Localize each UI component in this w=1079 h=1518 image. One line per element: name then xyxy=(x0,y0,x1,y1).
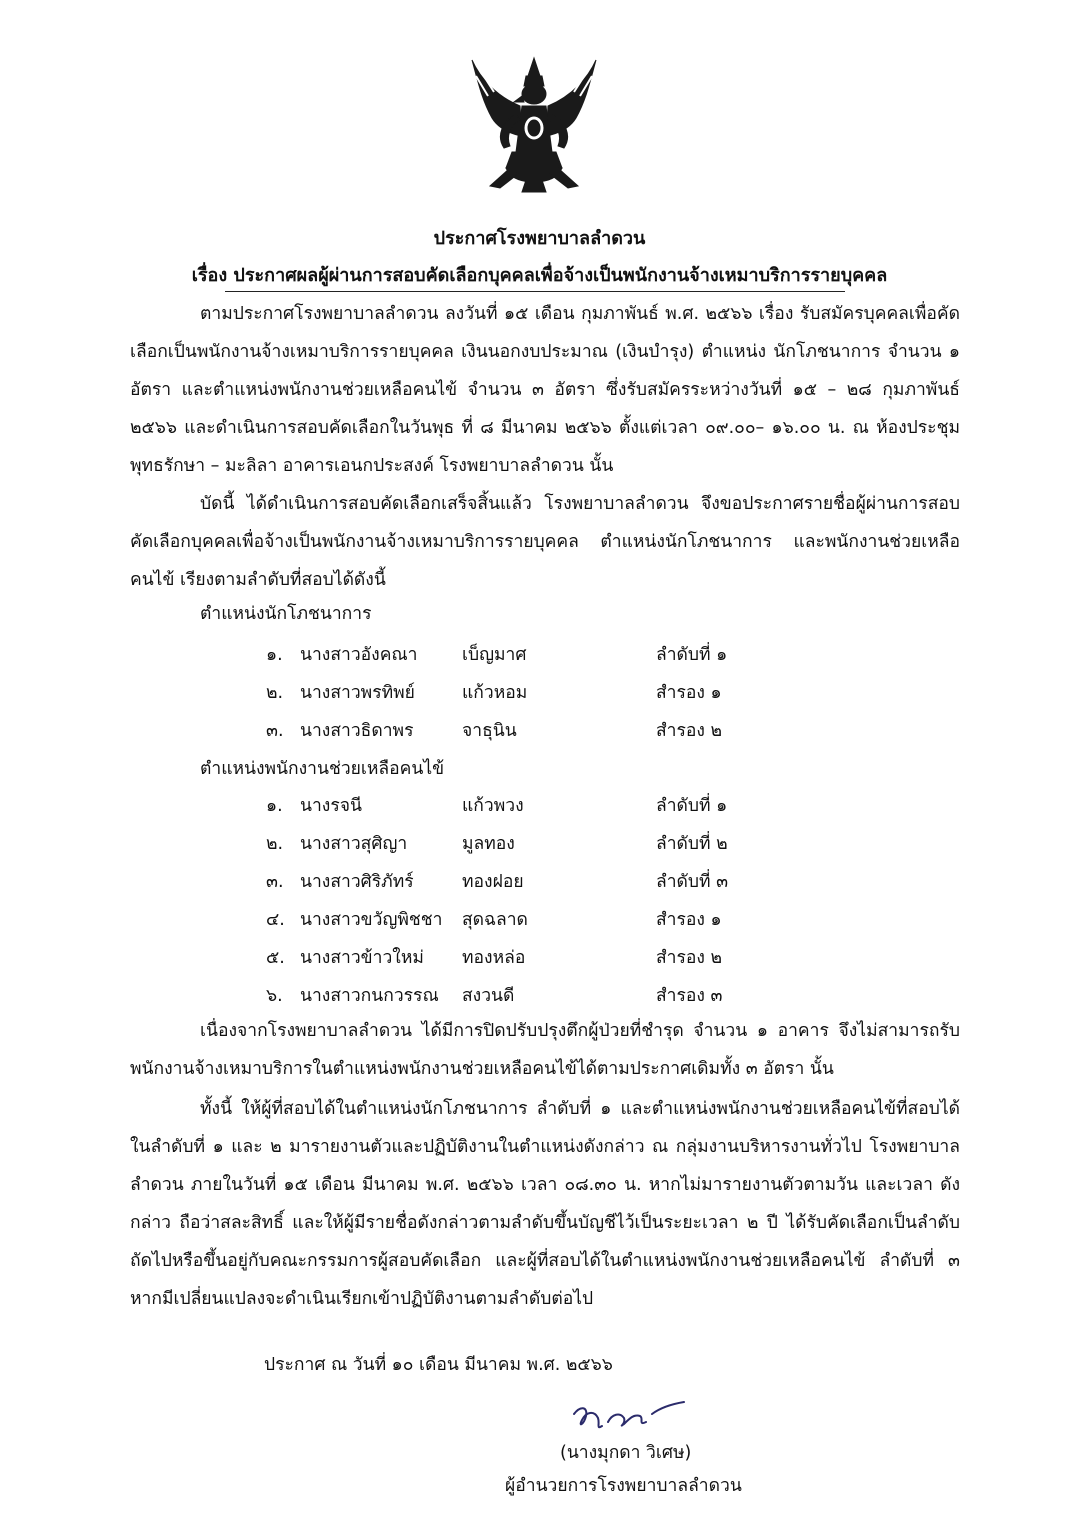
item-number: ๑. xyxy=(266,796,283,816)
announcement-date: ประกาศ ณ วันที่ ๑๐ เดือน มีนาคม พ.ศ. ๒๕๖๖ xyxy=(264,1355,613,1375)
item-first-name: นางสาวกนกวรรณ xyxy=(300,986,439,1006)
item-number: ๖. xyxy=(266,986,283,1006)
garuda-emblem-icon xyxy=(466,56,602,196)
item-rank: ลำดับที่ ๑ xyxy=(656,645,728,665)
assistant-heading: ตำแหน่งพนักงานช่วยเหลือคนไข้ xyxy=(200,759,445,779)
item-first-name: นางสาวอังคณา xyxy=(300,645,418,665)
item-rank: ลำดับที่ ๓ xyxy=(656,872,729,892)
item-first-name: นางสาวข้าวใหม่ xyxy=(300,948,424,968)
item-rank: ลำดับที่ ๑ xyxy=(656,796,728,816)
item-first-name: นางสาวพรทิพย์ xyxy=(300,683,415,703)
item-rank: สำรอง ๒ xyxy=(656,721,723,741)
item-last-name: เบ็ญมาศ xyxy=(462,645,527,665)
item-number: ๑. xyxy=(266,645,283,665)
closure-paragraph: เนื่องจากโรงพยาบาลลำดวน ได้มีการปิดปรับปรุงตึกผู้ป่วยที่ชำรุด จำนวน ๑ อาคาร จึงไม่สามารถรับพนักงานจ้างเหมาบริการในตำแหน่งพนักงานช่วยเหลือคนไข้ได้ตามประกาศเดิมทั้ง ๓ อัตรา นั้น xyxy=(130,1021,960,1079)
item-number: ๓. xyxy=(266,721,284,741)
item-last-name: แก้วหอม xyxy=(462,683,528,703)
item-last-name: จาธุนิน xyxy=(462,721,517,741)
item-number: ๒. xyxy=(266,834,284,854)
instructions-paragraph: ทั้งนี้ ให้ผู้ที่สอบได้ในตำแหน่งนักโภชนาการ ลำดับที่ ๑ และตำแหน่งพนักงานช่วยเหลือคนไข้ที่สอบได้ในลำดับที่ ๑ และ ๒ มารายงานตัวและปฏิบัติงานในตำแหน่งดังกล่าว ณ กลุ่มงานบริหารงานทั่วไป โรงพยาบาลลำดวน ภายในวันที่ ๑๕ เดือน มีนาคม พ.ศ. ๒๕๖๖ เวลา ๐๘.๓๐ น. หากไม่มารายงานตัวตามวัน และเวลา ดังกล่าว ถือว่าสละสิทธิ์ และให้ผู้มีรายชื่อดังกล่าวตามลำดับขึ้นบัญชีไว้เป็นระยะเวลา ๒ ปี ได้รับคัดเลือกเป็นลำดับถัดไปหรือขึ้นอยู่กับคณะกรรมการผู้สอบคัดเลือก และผู้ที่สอบได้ในตำแหน่งพนักงานช่วยเหลือคนไข้ ลำดับที่ ๓ หากมีเปลี่ยนแปลงจะดำเนินเรียกเข้าปฏิบัติงานตามลำดับต่อไป xyxy=(130,1099,960,1309)
item-last-name: สงวนดี xyxy=(462,986,515,1006)
item-last-name: ทองหล่อ xyxy=(462,948,526,968)
item-number: ๓. xyxy=(266,872,284,892)
signatory-name: (นางมุกดา วิเศษ) xyxy=(560,1443,692,1463)
item-last-name: แก้วพวง xyxy=(462,796,524,816)
title-divider xyxy=(225,291,845,292)
item-rank: สำรอง ๑ xyxy=(656,683,722,703)
item-first-name: นางรจนี xyxy=(300,796,362,816)
announcement-title: ประกาศโรงพยาบาลลำดวน xyxy=(433,228,646,249)
item-number: ๔. xyxy=(266,910,285,930)
item-first-name: นางสาวขวัญพิชชา xyxy=(300,910,443,930)
announcement-subject: เรื่อง ประกาศผลผู้ผ่านการสอบคัดเลือกบุคคลเพื่อจ้างเป็นพนักงานจ้างเหมาบริการรายบุคคล xyxy=(191,265,888,286)
item-rank: สำรอง ๓ xyxy=(656,986,723,1006)
item-rank: ลำดับที่ ๒ xyxy=(656,834,728,854)
signatory-position: ผู้อำนวยการโรงพยาบาลลำดวน xyxy=(505,1476,742,1496)
item-number: ๒. xyxy=(266,683,284,703)
results-paragraph: บัดนี้ ได้ดำเนินการสอบคัดเลือกเสร็จสิ้นแล้ว โรงพยาบาลลำดวน จึงขอประกาศรายชื่อผู้ผ่านการสอบคัดเลือกบุคคลเพื่อจ้างเป็นพนักงานจ้างเหมาบริการรายบุคคล ตำแหน่งนักโภชนาการ และพนักงานช่วยเหลือคนไข้ เรียงตามลำดับที่สอบได้ดังนี้ xyxy=(130,494,960,590)
intro-paragraph: ตามประกาศโรงพยาบาลลำดวน ลงวันที่ ๑๕ เดือน กุมภาพันธ์ พ.ศ. ๒๕๖๖ เรื่อง รับสมัครบุคคลเพื่อคัดเลือกเป็นพนักงานจ้างเหมาบริการรายบุคคล เงินนอกงบประมาณ (เงินบำรุง) ตำแหน่ง นักโภชนาการ จำนวน ๑ อัตรา และตำแหน่งพนักงานช่วยเหลือคนไข้ จำนวน ๓ อัตรา ซึ่งรับสมัครระหว่างวันที่ ๑๕ – ๒๘ กุมภาพันธ์ ๒๕๖๖ และดำเนินการสอบคัดเลือกในวันพุธ ที่ ๘ มีนาคม ๒๕๖๖ ตั้งแต่เวลา ๐๙.๐๐– ๑๖.๐๐ น. ณ ห้องประชุมพุทธรักษา – มะลิลา อาคารเอนกประสงค์ โรงพยาบาลลำดวน นั้น xyxy=(130,304,960,476)
item-rank: สำรอง ๑ xyxy=(656,910,722,930)
handwritten-signature xyxy=(568,1392,708,1440)
item-first-name: นางสาวศิริภัทร์ xyxy=(300,872,414,892)
item-number: ๕. xyxy=(266,948,285,968)
nutritionist-heading: ตำแหน่งนักโภชนาการ xyxy=(200,604,372,624)
item-last-name: ทองฝอย xyxy=(462,872,524,892)
item-first-name: นางสาวสุศิญา xyxy=(300,834,408,854)
item-last-name: มูลทอง xyxy=(462,834,515,854)
item-rank: สำรอง ๒ xyxy=(656,948,723,968)
item-last-name: สุดฉลาด xyxy=(462,910,528,930)
item-first-name: นางสาวธิดาพร xyxy=(300,721,414,741)
